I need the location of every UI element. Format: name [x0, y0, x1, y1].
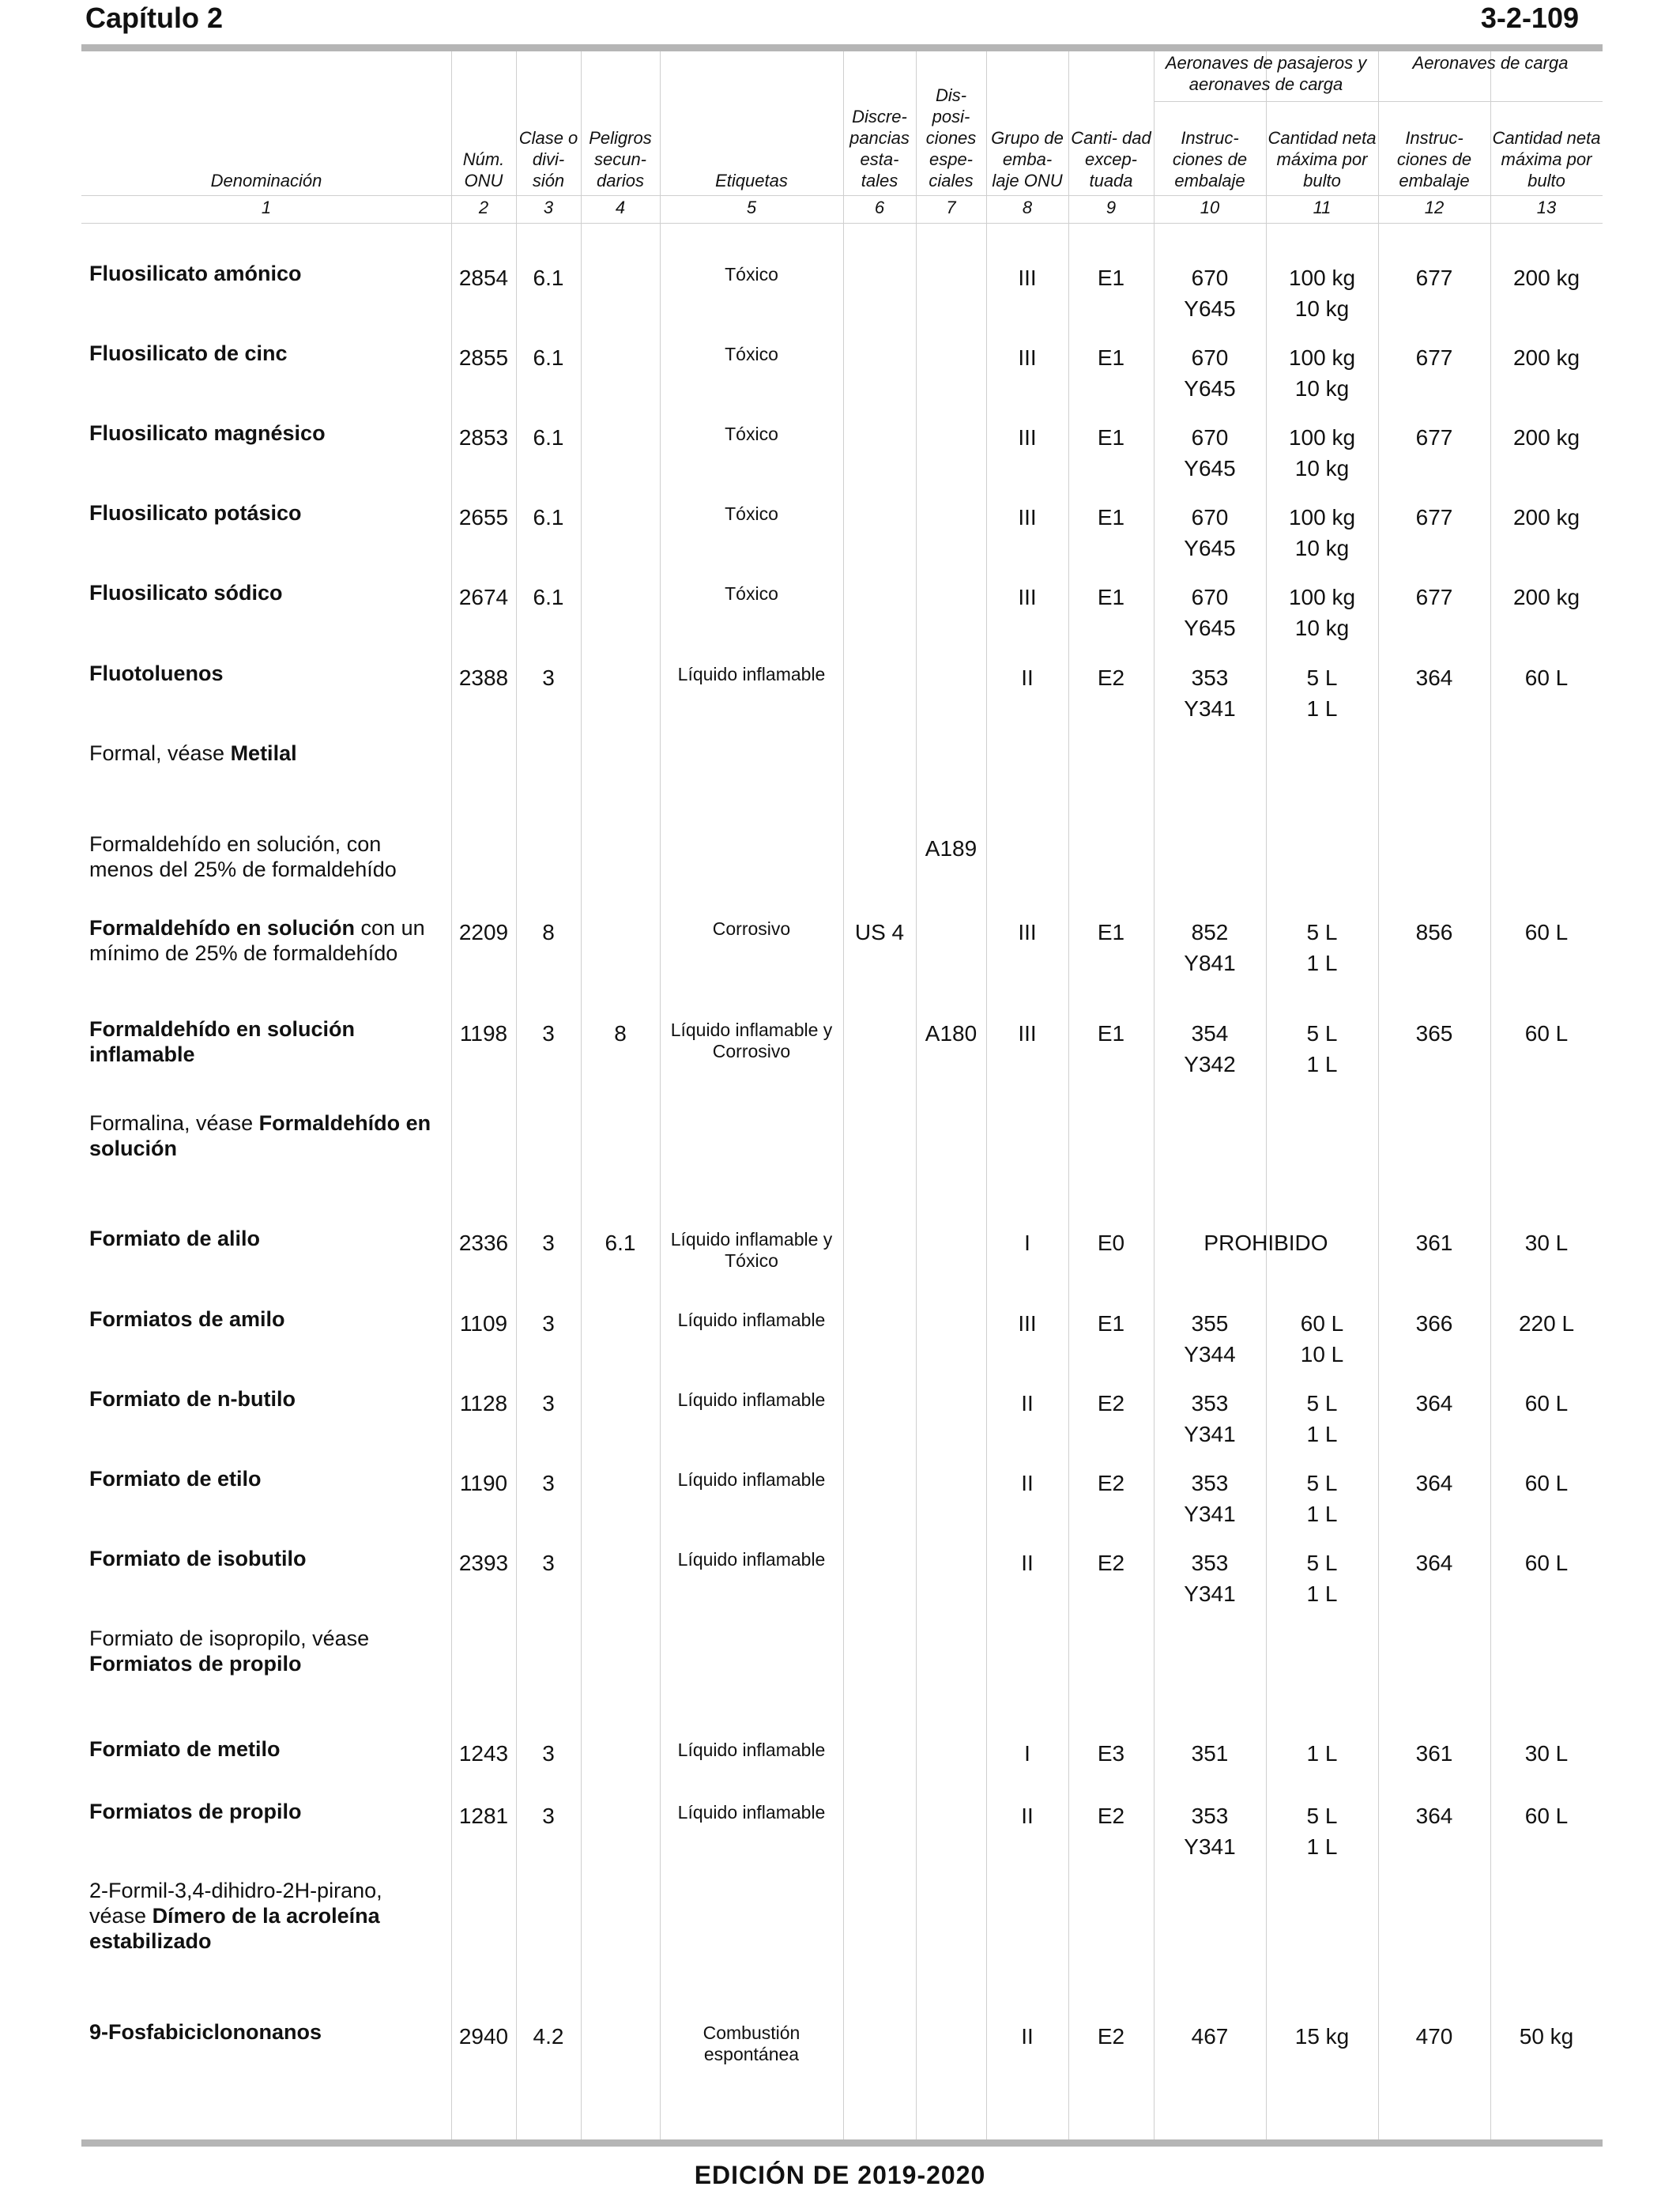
cell-cpi: 361 — [1415, 1231, 1453, 1255]
cell-eq: E1 — [1097, 585, 1125, 609]
cell-cls: 6.1 — [533, 266, 564, 290]
column-header: Peligros secun- darios — [589, 128, 652, 190]
substance-name-bold: Formiato de etilo — [89, 1467, 262, 1491]
cell-un: 2674 — [458, 585, 509, 609]
cell-eq: E2 — [1097, 2024, 1125, 2049]
cell-qty2: 10 L — [1300, 1342, 1344, 1367]
cell-pg: III — [1018, 1021, 1037, 1046]
cell-pi: 354 — [1191, 1021, 1229, 1046]
substance-name — [89, 1736, 445, 1762]
column-number: 1 — [261, 198, 272, 217]
cell-un: 2854 — [458, 266, 509, 290]
column-header: Clase o divi- sión — [518, 128, 578, 190]
cell-qty2: 1 L — [1306, 1052, 1338, 1076]
substance-name: Formalina, véase Formaldehído en solución — [89, 1111, 431, 1160]
cell-cqty: 200 kg — [1512, 505, 1580, 530]
hazard-label: Tóxico — [725, 503, 778, 524]
cell-qty: 5 L — [1306, 1471, 1338, 1495]
hazard-label: Líquido inflamable — [677, 1549, 826, 1570]
cell-pg: II — [1021, 2024, 1034, 2049]
cell-cpi: 364 — [1415, 1804, 1453, 1828]
substance-name — [89, 1799, 445, 1824]
cell-cls: 3 — [542, 1231, 555, 1255]
cell-cls: 3 — [542, 1471, 555, 1495]
hazard-label: Tóxico — [725, 424, 778, 444]
column-header: Dis- posi- ciones espe- ciales — [925, 85, 977, 190]
cell-pi: 670 — [1191, 425, 1229, 450]
hazard-label: Líquido inflamable y Tóxico — [670, 1229, 833, 1271]
cell-un: 1281 — [458, 1804, 509, 1828]
cell-qty: 5 L — [1306, 665, 1338, 690]
cell-cls: 3 — [542, 1804, 555, 1828]
cell-pg: III — [1018, 345, 1037, 370]
cell-cls: 8 — [542, 920, 555, 944]
substance-name — [89, 2019, 445, 2045]
header-divider — [1154, 101, 1603, 102]
cell-pi2: Y341 — [1184, 1581, 1236, 1606]
cell-un: 1190 — [459, 1471, 508, 1495]
substance-name-bold: Formiatos de propilo — [89, 1652, 302, 1676]
substance-name-bold: Formiato de alilo — [89, 1227, 261, 1250]
column-header: Etiquetas — [715, 171, 788, 190]
cell-cls: 6.1 — [533, 585, 564, 609]
cell-qty2: 1 L — [1306, 1502, 1338, 1526]
cell-cpi: 856 — [1415, 920, 1453, 944]
column-number: 10 — [1200, 198, 1220, 217]
cell-cpi: 364 — [1415, 1391, 1453, 1416]
cell-qty: 100 kg — [1288, 266, 1356, 290]
cell-pi: 353 — [1191, 665, 1229, 690]
cell-qty: 1 L — [1306, 1741, 1338, 1766]
cell-sp: A180 — [925, 1021, 977, 1046]
cell-qty: 5 L — [1306, 1391, 1338, 1416]
cell-qty: 5 L — [1306, 920, 1338, 944]
cell-cqty: 60 L — [1524, 1804, 1569, 1828]
cell-pi2: Y645 — [1184, 376, 1236, 401]
cell-eq: E1 — [1097, 1311, 1125, 1336]
substance-name: Formiato de isopropilo, véase Formiatos de propilo — [89, 1627, 370, 1676]
column-header: Instruc- ciones de embalaje — [1172, 128, 1248, 190]
cell-qty2: 1 L — [1306, 951, 1338, 975]
column-header: Grupo de emba- laje ONU — [991, 128, 1064, 190]
edition-footer: EDICIÓN DE 2019-2020 — [694, 2161, 986, 2189]
cell-eq: E1 — [1097, 425, 1125, 450]
substance-name — [89, 1226, 445, 1251]
cell-pi2: Y645 — [1184, 616, 1236, 640]
cell-pi2: Y645 — [1184, 536, 1236, 560]
cell-cls: 3 — [542, 1021, 555, 1046]
substance-name: Formaldehído en solución con un mínimo de 25% de formaldehído — [89, 916, 425, 965]
substance-name-bold: Metilal — [230, 741, 297, 765]
column-divider — [581, 51, 582, 2139]
cell-pi: 355 — [1191, 1311, 1229, 1336]
cell-sp: A189 — [925, 836, 977, 861]
cell-cqty: 60 L — [1524, 1551, 1569, 1575]
substance-name: Formaldehído en solución, con menos del 25% de formaldehído — [89, 832, 397, 881]
cell-cls: 3 — [542, 1741, 555, 1766]
column-header: Discre- pancias esta- tales — [849, 107, 910, 190]
column-number: 5 — [746, 198, 757, 217]
cell-qty: 5 L — [1306, 1804, 1338, 1828]
top-rule — [81, 44, 1603, 51]
cell-pi: 353 — [1191, 1804, 1229, 1828]
cell-pi: 670 — [1191, 345, 1229, 370]
cell-eq: E0 — [1097, 1231, 1125, 1255]
page-number: 3-2-109 — [1480, 2, 1579, 34]
cell-cqty: 60 L — [1524, 1391, 1569, 1416]
column-header: Cantidad neta máxima por bulto — [1268, 128, 1377, 190]
cell-qty2: 10 kg — [1294, 296, 1350, 321]
cell-eq: E2 — [1097, 665, 1125, 690]
cell-pi2: Y342 — [1184, 1052, 1236, 1076]
cell-pg: II — [1021, 665, 1034, 690]
cell-pi: 353 — [1191, 1471, 1229, 1495]
cell-cls: 3 — [542, 1311, 555, 1336]
column-number: 7 — [946, 198, 956, 217]
substance-name-bold: Dímero de la acroleína estabilizado — [89, 1904, 380, 1953]
cell-eq: E2 — [1097, 1804, 1125, 1828]
cell-cqty: 200 kg — [1512, 266, 1580, 290]
cell-pi: 670 — [1191, 266, 1229, 290]
cell-eq: E2 — [1097, 1391, 1125, 1416]
column-header: Instruc- ciones de embalaje — [1396, 128, 1472, 190]
substance-name-bold: Fluosilicato sódico — [89, 581, 283, 605]
cell-un: 2855 — [458, 345, 509, 370]
cell-cqty: 60 L — [1524, 1471, 1569, 1495]
cell-pi2: Y341 — [1184, 1502, 1236, 1526]
hazard-label: Líquido inflamable — [677, 664, 826, 684]
substance-name-bold: Formiatos de propilo — [89, 1800, 302, 1823]
cell-pi: 852 — [1191, 920, 1229, 944]
column-number: 6 — [874, 198, 885, 217]
hazard-label: Líquido inflamable — [677, 1469, 826, 1490]
header-divider — [81, 223, 1603, 224]
column-header: Canti- dad excep- tuada — [1071, 128, 1151, 190]
cell-cqty: 60 L — [1524, 665, 1569, 690]
substance-name-bold: 9-Fosfabiciclononanos — [89, 2020, 322, 2044]
cell-qty: 60 L — [1300, 1311, 1344, 1336]
cell-cpi: 677 — [1415, 585, 1453, 609]
cell-qty: 15 kg — [1294, 2024, 1350, 2049]
column-divider — [916, 51, 917, 2139]
cell-cls: 6.1 — [533, 345, 564, 370]
cell-pg: II — [1021, 1551, 1034, 1575]
substance-name — [89, 661, 445, 686]
cell-cls: 3 — [542, 665, 555, 690]
cell-un: 2388 — [458, 665, 509, 690]
cell-pg: III — [1018, 505, 1037, 530]
substance-name: 2-Formil-3,4-dihidro-2H-pirano, véase Dímero de la acroleína estabilizado — [89, 1879, 382, 1953]
cell-un: 1243 — [458, 1741, 509, 1766]
group-header-passenger: Aeronaves de pasajeros y aeronaves de carga — [1165, 53, 1367, 94]
cell-pg: I — [1024, 1231, 1030, 1255]
substance-name — [89, 420, 445, 446]
cell-un: 1198 — [459, 1021, 508, 1046]
cell-pg: III — [1018, 585, 1037, 609]
cell-cpi: 677 — [1415, 345, 1453, 370]
substance-name-bold: Formiato de metilo — [89, 1737, 281, 1761]
cell-pg: III — [1018, 1311, 1037, 1336]
cell-pi2: Y645 — [1184, 296, 1236, 321]
substance-name-bold: Formiatos de amilo — [89, 1307, 285, 1331]
substance-name-bold: Formiato de isobutilo — [89, 1547, 307, 1570]
cell-sec: 8 — [614, 1021, 627, 1046]
cell-eq: E2 — [1097, 1471, 1125, 1495]
cell-cpi: 677 — [1415, 266, 1453, 290]
substance-name — [89, 261, 445, 286]
cell-cpi: 361 — [1415, 1741, 1453, 1766]
cell-un: 2655 — [458, 505, 509, 530]
hazard-label: Líquido inflamable y Corrosivo — [670, 1020, 833, 1061]
cell-cpi: 366 — [1415, 1311, 1453, 1336]
cell-qty: 100 kg — [1288, 345, 1356, 370]
hazard-label: Tóxico — [725, 344, 778, 364]
cell-eq: E2 — [1097, 1551, 1125, 1575]
cell-qty: 100 kg — [1288, 425, 1356, 450]
cell-pi2: Y645 — [1184, 456, 1236, 481]
cell-qty2: 10 kg — [1294, 616, 1350, 640]
substance-name-bold: Fluosilicato de cinc — [89, 341, 288, 365]
cell-cpi: 677 — [1415, 425, 1453, 450]
cell-cqty: 30 L — [1524, 1741, 1569, 1766]
substance-name-bold: Formaldehído en solución inflamable — [89, 1017, 356, 1066]
cell-eq: E3 — [1097, 1741, 1125, 1766]
hazard-label: Líquido inflamable — [677, 1740, 826, 1760]
cell-qty: 100 kg — [1288, 505, 1356, 530]
column-number: 12 — [1424, 198, 1445, 217]
cell-cls: 3 — [542, 1391, 555, 1416]
substance-name — [89, 1386, 445, 1412]
cell-pi: 351 — [1191, 1741, 1229, 1766]
cell-qty2: 1 L — [1306, 1834, 1338, 1859]
cell-un: 1128 — [459, 1391, 508, 1416]
cell-un: 2940 — [458, 2024, 509, 2049]
cell-pg: III — [1018, 266, 1037, 290]
chapter-title: Capítulo 2 — [85, 2, 224, 34]
hazard-label: Líquido inflamable — [677, 1389, 826, 1410]
cell-pi: 467 — [1191, 2024, 1229, 2049]
cell-un: 2336 — [458, 1231, 509, 1255]
substance-name-bold: Fluosilicato potásico — [89, 501, 302, 525]
cell-eq: E1 — [1097, 345, 1125, 370]
substance-name-bold: Fluotoluenos — [89, 662, 224, 685]
substance-name — [89, 1466, 445, 1491]
cell-pg: II — [1021, 1471, 1034, 1495]
cell-pi2: Y841 — [1184, 951, 1236, 975]
cell-pg: II — [1021, 1804, 1034, 1828]
cell-cpi: 365 — [1415, 1021, 1453, 1046]
cell-cqty: 200 kg — [1512, 425, 1580, 450]
column-header: Denominación — [210, 171, 322, 190]
hazard-label: Líquido inflamable — [677, 1310, 826, 1330]
cell-sec: 6.1 — [605, 1231, 636, 1255]
substance-name — [89, 341, 445, 366]
cell-pg: I — [1024, 1741, 1030, 1766]
cell-cqty: 50 kg — [1519, 2024, 1574, 2049]
cell-qty2: 1 L — [1306, 1422, 1338, 1446]
cell-pg: III — [1018, 920, 1037, 944]
cell-cqty: 200 kg — [1512, 585, 1580, 609]
bottom-rule — [81, 2139, 1603, 2147]
hazard-label: Corrosivo — [712, 918, 791, 939]
cell-qty: 5 L — [1306, 1021, 1338, 1046]
cell-qty2: 10 kg — [1294, 376, 1350, 401]
column-number: 3 — [543, 198, 554, 217]
cell-qty: 100 kg — [1288, 585, 1356, 609]
column-number: 2 — [478, 198, 489, 217]
cell-qty2: 10 kg — [1294, 536, 1350, 560]
cell-cqty: 200 kg — [1512, 345, 1580, 370]
column-number: 4 — [615, 198, 626, 217]
cell-pg: III — [1018, 425, 1037, 450]
cell-pi2: Y341 — [1184, 696, 1236, 721]
cell-eq: E1 — [1097, 1021, 1125, 1046]
column-header: Núm. ONU — [462, 149, 505, 190]
substance-name — [89, 580, 445, 605]
substance-name-bold: Fluosilicato amónico — [89, 262, 302, 285]
substance-name — [89, 1546, 445, 1571]
cell-un: 2393 — [458, 1551, 509, 1575]
cell-pi2: Y344 — [1184, 1342, 1236, 1367]
column-header: Cantidad neta máxima por bulto — [1492, 128, 1601, 190]
cell-cqty: 30 L — [1524, 1231, 1569, 1255]
cell-pi: 353 — [1191, 1551, 1229, 1575]
cell-qty2: 1 L — [1306, 696, 1338, 721]
cell-eq: E1 — [1097, 266, 1125, 290]
cell-cls: 4.2 — [533, 2024, 564, 2049]
substance-name — [89, 1306, 445, 1332]
cell-cqty: 60 L — [1524, 920, 1569, 944]
column-number: 13 — [1536, 198, 1557, 217]
cell-cqty: 220 L — [1518, 1311, 1575, 1336]
substance-name — [89, 1016, 445, 1067]
hazard-label: Líquido inflamable — [677, 1802, 826, 1823]
cell-pg: II — [1021, 1391, 1034, 1416]
cell-eq: E1 — [1097, 920, 1125, 944]
hazard-label: Combustión espontánea — [703, 2022, 800, 2064]
cell-cpi: 470 — [1415, 2024, 1453, 2049]
substance-name-bold: Formaldehído en solución — [89, 1111, 431, 1160]
cell-cls: 6.1 — [533, 425, 564, 450]
cell-cpi: 364 — [1415, 1471, 1453, 1495]
hazard-label: Tóxico — [725, 264, 778, 285]
cell-qty: 5 L — [1306, 1551, 1338, 1575]
cell-un: 2209 — [458, 920, 509, 944]
cell-cqty: 60 L — [1524, 1021, 1569, 1046]
cell-pi: 353 — [1191, 1391, 1229, 1416]
cell-un: 1109 — [459, 1311, 508, 1336]
substance-name: Formal, véase Metilal — [89, 741, 297, 765]
cell-cls: 3 — [542, 1551, 555, 1575]
cell-cpi: 677 — [1415, 505, 1453, 530]
cell-pi: 670 — [1191, 585, 1229, 609]
substance-name-bold: Fluosilicato magnésico — [89, 421, 326, 445]
cell-qty2: 10 kg — [1294, 456, 1350, 481]
forbidden-notice: PROHIBIDO — [1203, 1231, 1328, 1255]
column-number: 11 — [1313, 198, 1332, 217]
cell-pi2: Y341 — [1184, 1422, 1236, 1446]
substance-name — [89, 500, 445, 526]
cell-qty2: 1 L — [1306, 1581, 1338, 1606]
column-divider — [843, 51, 844, 2139]
cell-var: US 4 — [854, 920, 905, 944]
hazard-label: Tóxico — [725, 583, 778, 604]
cell-cpi: 364 — [1415, 665, 1453, 690]
substance-name-bold: Formaldehído en solución — [89, 916, 356, 940]
cell-cls: 6.1 — [533, 505, 564, 530]
cell-un: 2853 — [458, 425, 509, 450]
cell-cpi: 364 — [1415, 1551, 1453, 1575]
cell-pi: 670 — [1191, 505, 1229, 530]
cell-pi2: Y341 — [1184, 1834, 1236, 1859]
substance-name-bold: Formiato de n-butilo — [89, 1387, 296, 1411]
cell-eq: E1 — [1097, 505, 1125, 530]
column-number: 9 — [1106, 198, 1117, 217]
group-header-cargo: Aeronaves de carga — [1412, 53, 1569, 73]
header-divider — [81, 195, 1603, 196]
column-number: 8 — [1022, 198, 1033, 217]
